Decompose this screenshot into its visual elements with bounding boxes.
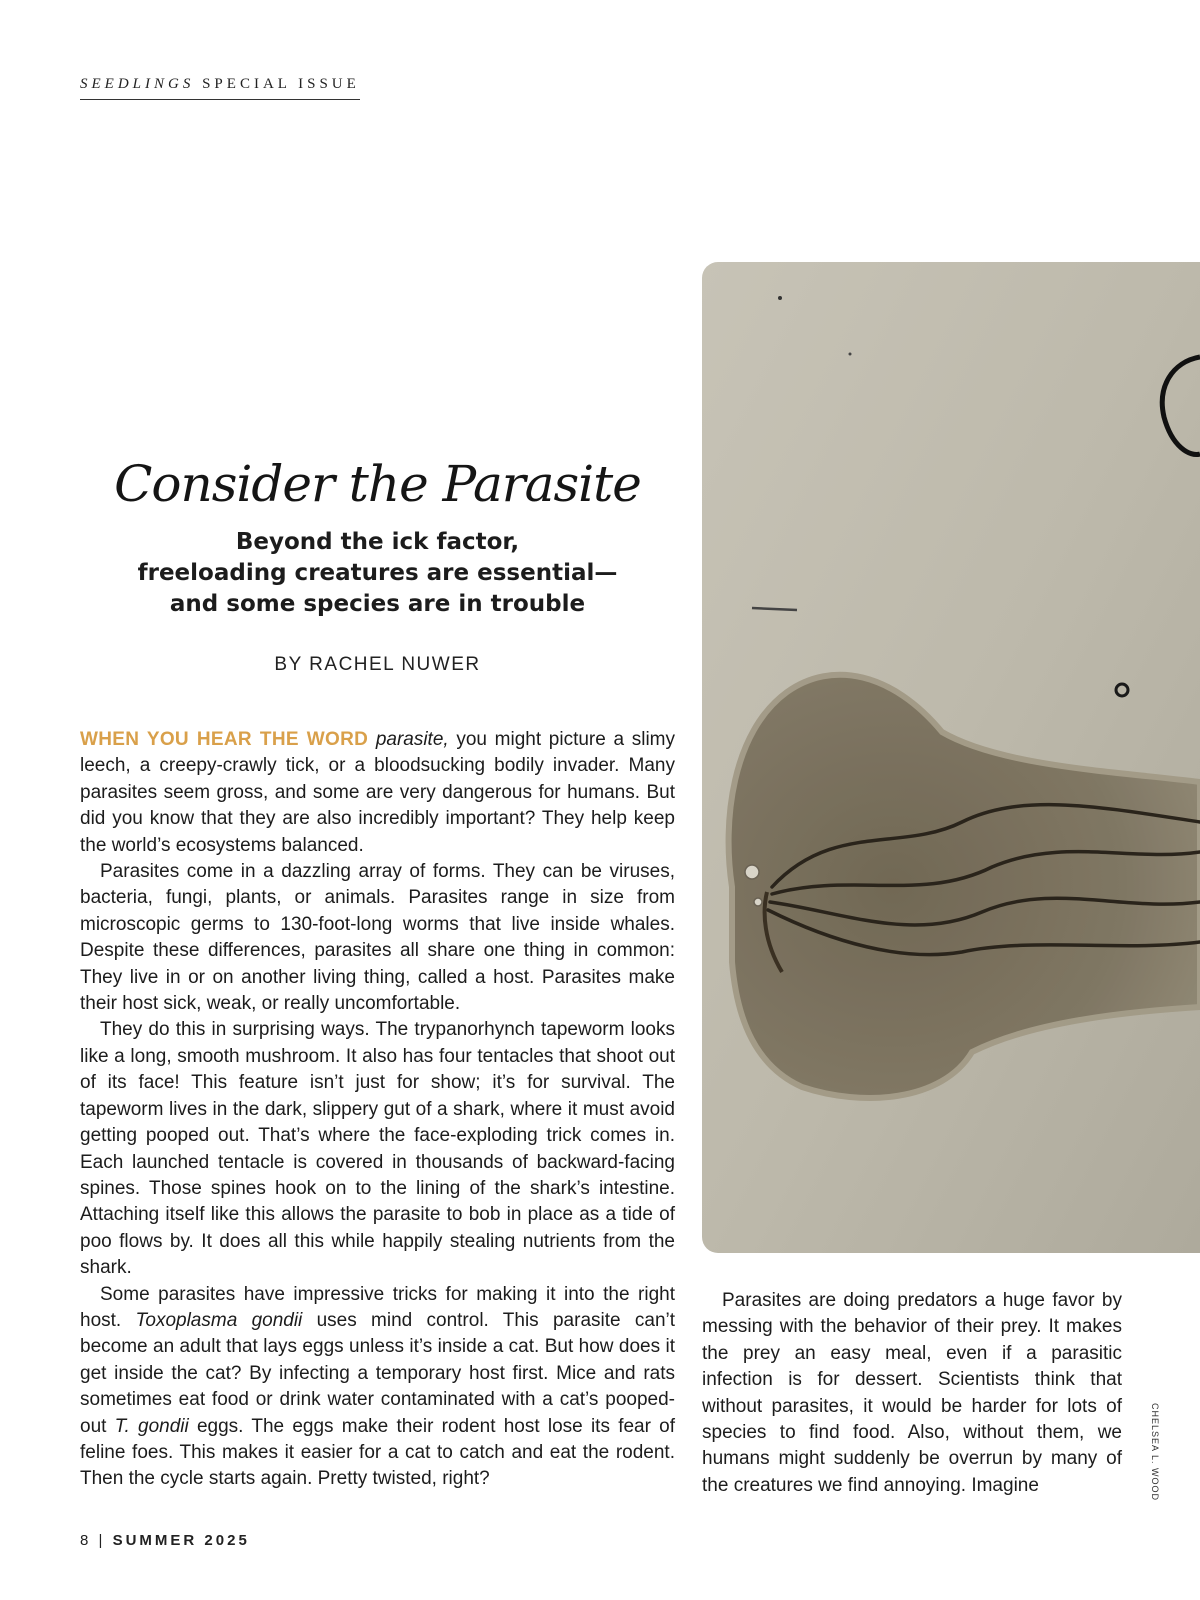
- article-paragraph: [80, 1282, 675, 1493]
- byline: BY RACHEL NUWER: [274, 654, 481, 675]
- term: parasite,: [375, 729, 449, 750]
- article-title: Consider the Parasite: [114, 455, 641, 513]
- article-subtitle: [80, 527, 675, 620]
- tapeworm-photo: [702, 262, 1200, 1253]
- article-paragraph: They do this in surprising ways. The trypanorhynch tapeworm looks like a long, smooth mushroom. It also has four tentacles that shoot out of its face! This feature isn’t just for show; it’s for survival. The tapeworm lives in the dark, slippery gut of a shark, where it must avoid getting pooped out. That’s where the face-exploding trick comes in. Each launched tentacle is covered in thousands of backward-facing spines. Those spines hook on to the lining of the shark’s intestine. Attaching itself like this allows the parasite to bob in place as a tide of poo flows by. It does all this while happily stealing nutrients from the shark.: [80, 1019, 675, 1279]
- species-name: T. gondii: [114, 1415, 189, 1437]
- subtitle-line: and some species are in trouble: [169, 591, 586, 617]
- section-label: SPECIAL ISSUE: [202, 76, 360, 92]
- species-name: Toxoplasma gondii: [135, 1309, 303, 1331]
- paragraph-text: uses mind control. This parasite can’t become an adult that lays eggs unless it’s inside a cat. But how does it get inside the cat? By infecting a temporary host first. Mice and rats sometimes eat food or drink water contaminated with a cat’s pooped-out: [80, 1309, 676, 1437]
- subtitle-line: freeloading creatures are essential—: [137, 560, 618, 586]
- headline-block: [80, 455, 675, 676]
- subtitle-line: Beyond the ick factor,: [235, 529, 520, 555]
- lead-in: WHEN YOU HEAR THE WORD: [80, 729, 369, 750]
- page-number: 8: [80, 1532, 92, 1549]
- paragraph-text: Some parasites have impressive tricks for making it into the right host.: [80, 1283, 675, 1331]
- article-column-right: [702, 1288, 1122, 1499]
- article-paragraph: [80, 727, 675, 859]
- publication-name: SEEDLINGS: [80, 76, 195, 92]
- photo-credit: CHELSEA L. WOOD: [1150, 1403, 1160, 1502]
- article-column-left: [80, 727, 675, 1493]
- paragraph-text: you might picture a slimy leech, a creepy-crawly tick, or a bloodsucking bodily invader. Many parasites seem gross, and some are very dangerous for humans. But did you know that they are also incredibly important? They help keep the world’s ecosystems balanced.: [80, 729, 675, 856]
- article-paragraph: Parasites are doing predators a huge favor by messing with the behavior of their prey. It makes the prey an easy meal, even if a parasitic infection is for dessert. Scientists think that without parasites, it would be harder for lots of species to find food. Also, without them, we humans might suddenly be overrun by many of the creatures we find annoying. Imagine: [702, 1290, 1122, 1496]
- issue-name: SUMMER 2025: [112, 1532, 250, 1549]
- article-paragraph: Parasites come in a dazzling array of forms. They can be viruses, bacteria, fungi, plants, or animals. Parasites range in size from microscopic germs to 130-foot-long worms that live inside whales. Despite these differences, parasites all share one thing in common: They live in or on another living thing, called a host. Parasites make their host sick, weak, or really uncomfortable.: [80, 861, 675, 1015]
- running-head: [80, 76, 360, 100]
- folio: 8 | SUMMER 2025: [80, 1532, 250, 1549]
- paragraph-text: eggs. The eggs make their rodent host lose its fear of feline foes. This makes it easier for a cat to catch and eat the rodent. Then the cycle starts again. Pretty twisted, right?: [80, 1415, 676, 1490]
